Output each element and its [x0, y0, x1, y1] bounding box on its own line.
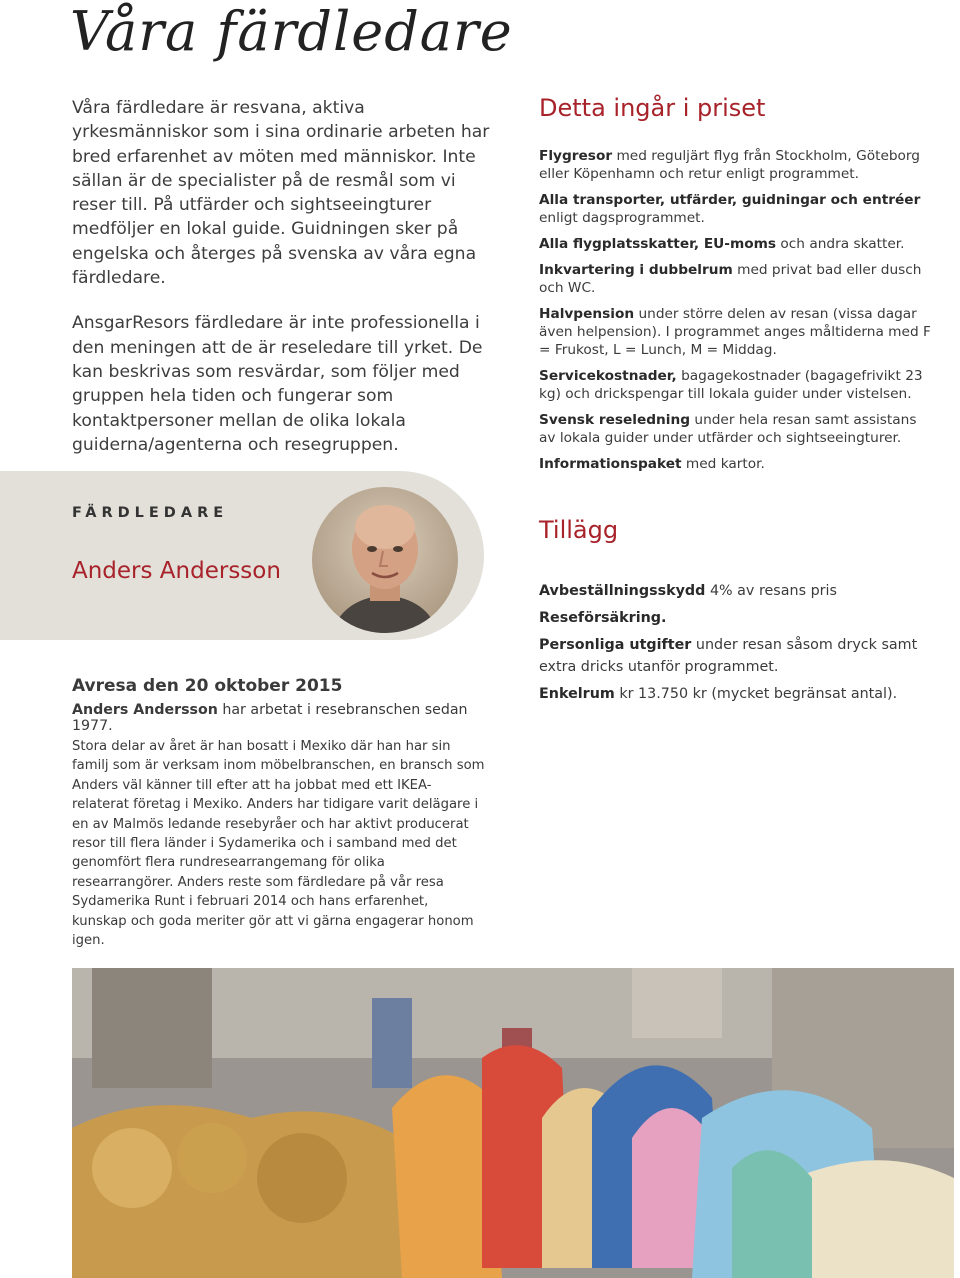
extras-item-text: 4% av resans pris [705, 583, 837, 599]
included-item [539, 191, 934, 227]
bio-lead [72, 702, 486, 734]
included-item-title: Svensk reseledning [539, 412, 691, 428]
intro-text [72, 96, 492, 457]
included-item-text: under hela resan samt assistans av lokala guider under utfärder och sightseeingturer. [539, 412, 917, 446]
extras-item-text: kr 13.750 kr (mycket begränsat antal). [614, 686, 898, 702]
included-item [539, 411, 934, 447]
included-item [539, 235, 934, 253]
included-item-text: med kartor. [681, 456, 765, 472]
extras-item [539, 607, 934, 629]
included-item [539, 455, 934, 473]
market-photo [72, 968, 954, 1278]
leader-bio [72, 676, 486, 950]
included-item-text: under större delen av resan (vissa dagar även helpension). I programmet anges måltiderna med F = Frukost, L = Lunch, M = Middag. [539, 306, 931, 358]
departure-date: Avresa den 20 oktober 2015 [72, 676, 343, 696]
extras-item-title: Avbeställningsskydd [539, 583, 706, 599]
extras-item-title: Reseförsäkring. [539, 610, 667, 626]
extras-item [539, 683, 934, 705]
extras-item [539, 580, 934, 602]
extras-item-title: Personliga utgifter [539, 637, 692, 653]
included-item-title: Servicekostnader, [539, 368, 677, 384]
included-item-text: med privat bad eller dusch och WC. [539, 262, 922, 296]
bio-lead-name: Anders Andersson [72, 702, 218, 718]
extras-item-title: Enkelrum [539, 686, 615, 702]
included-item-text: enligt dagsprogrammet. [539, 210, 705, 226]
leader-name: Anders Andersson [72, 558, 281, 584]
included-item-title: Informationspaket [539, 456, 682, 472]
included-item-title: Alla flygplatsskatter, EU-moms [539, 236, 777, 252]
included-item [539, 147, 934, 183]
intro-paragraph-2: AnsgarResors färdledare är inte professionella i den meningen att de är reseledare till yrket. De kan beskrivas som resvärdar, som följer med gruppen hela tiden och fungerar som kontaktpersoner mellan de olika lokala guiderna/agenterna och resegruppen. [72, 313, 483, 455]
intro-paragraph-1: Våra färdledare är resvana, aktiva yrkesmänniskor som i sina ordinarie arbeten har bred erfarenhet av möten med människor. Inte sällan är de specialister på de resmål som vi reser till. På utfärder och sightseeingturer medföljer en lokal guide. Guidningen sker på engelska och återges på svenska av våra egna färdledare. [72, 98, 490, 289]
included-item-title: Halvpension [539, 306, 635, 322]
included-item-title: Alla transporter, utfärder, guidningar och entréer [539, 192, 921, 208]
extras-section [539, 516, 934, 705]
included-item-title: Inkvartering i dubbelrum [539, 262, 733, 278]
included-item-title: Flygresor [539, 148, 613, 164]
included-item-text: bagagekostnader (bagagefrivikt 23 kg) och drickspengar till lokala guider under vistelsen. [539, 368, 923, 402]
extras-heading: Tillägg [539, 516, 619, 544]
extras-item-text: under resan såsom dryck samt extra dricks utanför programmet. [539, 637, 918, 675]
included-item [539, 305, 934, 359]
included-item [539, 261, 934, 297]
included-item-text: med reguljärt flyg från Stockholm, Göteborg eller Köpenhamn och retur enligt programmet. [539, 148, 920, 182]
bio-lead-text: har arbetat i resebranschen sedan 1977. [72, 702, 468, 734]
leader-portrait [312, 487, 458, 633]
extras-item [539, 634, 934, 678]
page-title: Våra färdledare [70, 0, 513, 63]
included-section [539, 94, 934, 473]
leader-label: FÄRDLEDARE [72, 505, 229, 521]
included-item [539, 367, 934, 403]
included-heading: Detta ingår i priset [539, 94, 766, 122]
included-item-text: och andra skatter. [776, 236, 905, 252]
bio-text: Stora delar av året är han bosatt i Mexiko där han har sin familj som är verksam inom möbelbranschen, en bransch som Anders väl känner till efter att ha jobbat med ett IKEA-relaterat företag i Mexiko. Anders har tidigare varit delägare i en av Malmös ledande resebyråer och har aktivt producerat resor till flera länder i Sydamerika och i samband med det genomfört flera rundresearrangemang för olika researrangörer. Anders reste som färdledare på vår resa Sydamerika Runt i februari 2014 och hans erfarenhet, kunskap och goda meriter gör att vi gärna engagerar honom igen. [72, 739, 485, 949]
